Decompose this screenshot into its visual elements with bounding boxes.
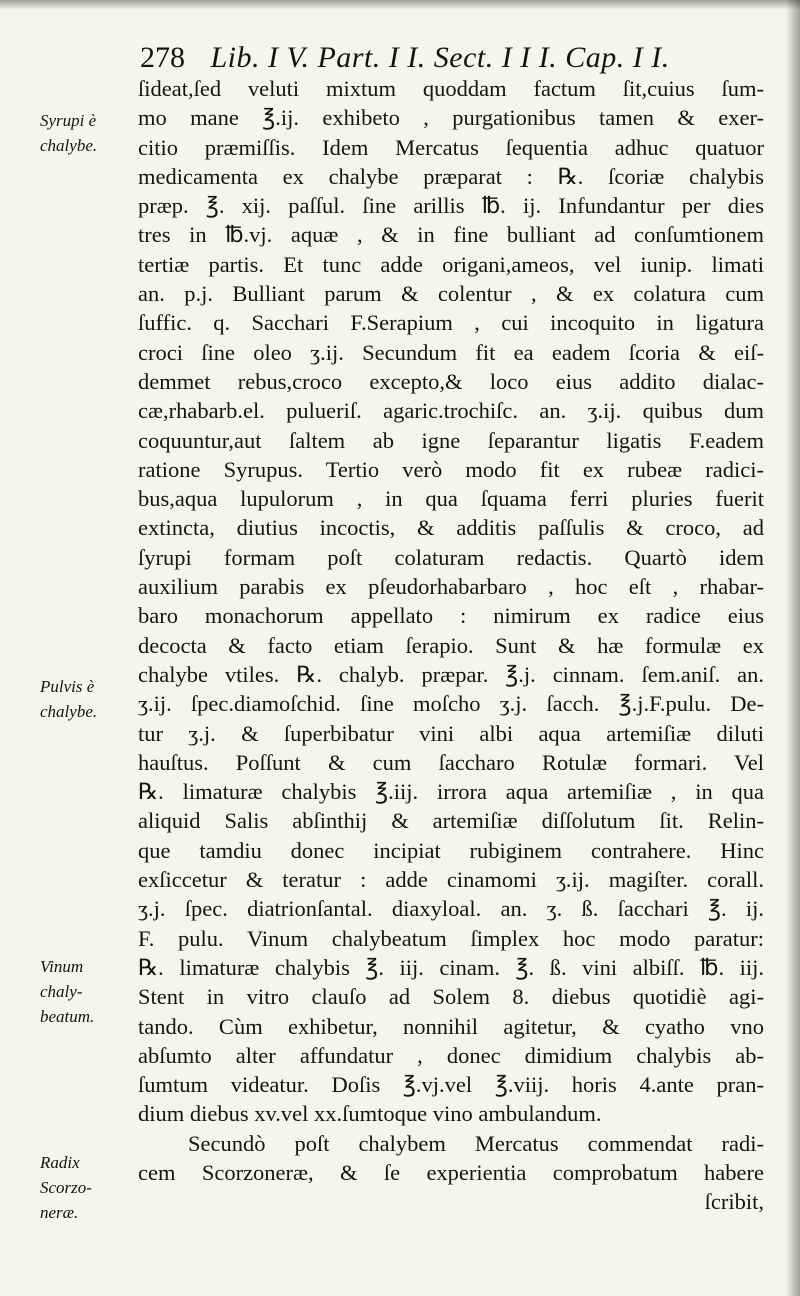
text-line: demmet rebus,croco excepto,& loco eius addito dialac- xyxy=(138,368,764,394)
text-line: an. p.j. Bulliant parum & colentur , & ex colatura cum xyxy=(138,281,764,307)
text-line: exſiccetur & teratur : adde cinamomi ʒ.ij. magiſter. corall. xyxy=(138,867,764,893)
text-line: croci ſine oleo ʒ.ij. Secundum fit ea eadem ſcoria & eiſ- xyxy=(138,339,764,365)
text-line: aliquid Salis abſinthij & artemiſiæ diſſolutum ſit. Relin- xyxy=(138,808,764,834)
margin-note-line: Vinum xyxy=(40,957,84,976)
text-line: ℞. limaturæ chalybis ℥.iij. irrora aqua artemiſiæ , in qua xyxy=(138,779,764,805)
text-line: medicamenta ex chalybe præparat : ℞. ſcoriæ chalybis xyxy=(138,163,764,189)
page-number: 278 xyxy=(140,41,185,74)
text-line: tertiæ partis. Et tunc adde origani,ameos, vel iunip. limati xyxy=(138,251,764,277)
text-line: tres in ℔.vj. aquæ , & in fine bulliant ad conſumtionem xyxy=(138,222,764,248)
text-line: tur ʒ.j. & ſuperbibatur vini albi aqua artemiſiæ diluti xyxy=(138,720,764,746)
text-line: coquuntur,aut ſaltem ab igne ſeparantur ligatis F.eadem xyxy=(138,427,764,453)
text-line: tando. Cùm exhibetur, nonnihil agitetur, & cyatho vno xyxy=(138,1013,764,1039)
text-line: Secundò poſt chalybem Mercatus commendat radi- xyxy=(188,1130,764,1156)
page-top-shadow xyxy=(0,0,800,10)
page-header xyxy=(140,38,760,78)
text-line: extincta, diutius incoctis, & additis paſſulis & croco, ad xyxy=(138,515,764,541)
text-line: hauſtus. Poſſunt & cum ſaccharo Rotulæ formari. Vel xyxy=(138,749,764,775)
running-title: Lib. I V. Part. I I. Sect. I I I. Cap. I I. xyxy=(210,41,670,74)
margin-note-pulvis xyxy=(40,674,130,724)
text-line: ʒ.j. ſpec. diatrionſantal. diaxyloal. an. ʒ. ß. ſacchari ℥. ij. xyxy=(138,896,764,922)
text-line: ſuffic. q. Sacchari F.Serapium , cui incoquito in ligatura xyxy=(138,310,764,336)
margin-note-radix xyxy=(40,1150,130,1225)
body-text xyxy=(138,74,764,1217)
margin-note-line: chalybe. xyxy=(40,136,98,155)
text-line: mo mane ℥.ij. exhibeto , purgationibus tamen & exer- xyxy=(138,105,764,131)
text-line: chalybe vtiles. ℞. chalyb. præpar. ℥.j. cinnam. ſem.aniſ. an. xyxy=(138,661,764,687)
text-line: cem Scorzoneræ, & ſe experientia comprobatum habere xyxy=(138,1159,764,1185)
text-line: ſcribit, xyxy=(704,1189,764,1215)
margin-note-line: Pulvis è xyxy=(40,677,95,696)
margin-note-line: Radix xyxy=(40,1153,80,1172)
text-line: ſumtum videatur. Doſis ℥.vj.vel ℥.viij. horis 4.ante pran- xyxy=(138,1072,764,1098)
margin-note-syrupi xyxy=(40,108,130,158)
text-line: præp. ℥. xij. paſſul. ſine arillis ℔. ij. Infundantur per dies xyxy=(138,193,764,219)
margin-note-line: chaly- xyxy=(40,982,83,1001)
text-line: abſumto alter affundatur , donec dimidium chalybis ab- xyxy=(138,1042,764,1068)
text-line: bus,aqua lupulorum , in qua ſquama ferri pluries fuerit xyxy=(138,486,764,512)
text-line: ʒ.ij. ſpec.diamoſchid. ſine moſcho ʒ.j. ſacch. ℥.j.F.pulu. De- xyxy=(138,691,764,717)
text-line: decocta & facto etiam ſerapio. Sunt & hæ formulæ ex xyxy=(138,632,764,658)
page-edge-shadow xyxy=(786,0,800,1296)
text-line: auxilium parabis ex pſeudorhabarbaro , hoc eſt , rhabar- xyxy=(138,574,764,600)
margin-note-line: beatum. xyxy=(40,1007,95,1026)
text-line: cæ,rhabarb.el. pulueriſ. agaric.trochiſc. an. ʒ.ij. quibus dum xyxy=(138,398,764,424)
text-line: ſideat,ſed veluti mixtum quoddam factum ſit,cuius ſum- xyxy=(138,76,764,101)
text-line: F. pulu. Vinum chalybeatum ſimplex hoc modo paratur: xyxy=(138,925,764,951)
margin-note-line: Scorzo- xyxy=(40,1178,92,1197)
text-line: ratione Syrupus. Tertio verò modo fit ex rubeæ radici- xyxy=(138,456,764,482)
margin-note-line: Syrupi è xyxy=(40,111,97,130)
margin-note-vinum xyxy=(40,954,130,1029)
text-line: dium diebus xv.vel xx.ſumtoque vino ambulandum. xyxy=(138,1101,602,1127)
text-line: ſyrupi formam poſt colaturam redactis. Quartò idem xyxy=(138,544,764,570)
text-line: ℞. limaturæ chalybis ℥. iij. cinam. ℥. ß. vini albiſſ. ℔. iij. xyxy=(138,954,764,980)
text-line: Stent in vitro clauſo ad Solem 8. diebus quotidiè agi- xyxy=(138,984,764,1010)
margin-note-line: neræ. xyxy=(40,1203,79,1222)
text-line: citio præmiſſis. Idem Mercatus ſequentia adhuc quatuor xyxy=(138,134,764,160)
text-line: baro monachorum appellato : nimirum ex radice eius xyxy=(138,603,764,629)
text-line: que tamdiu donec incipiat rubiginem contrahere. Hinc xyxy=(138,837,764,863)
margin-note-line: chalybe. xyxy=(40,702,98,721)
